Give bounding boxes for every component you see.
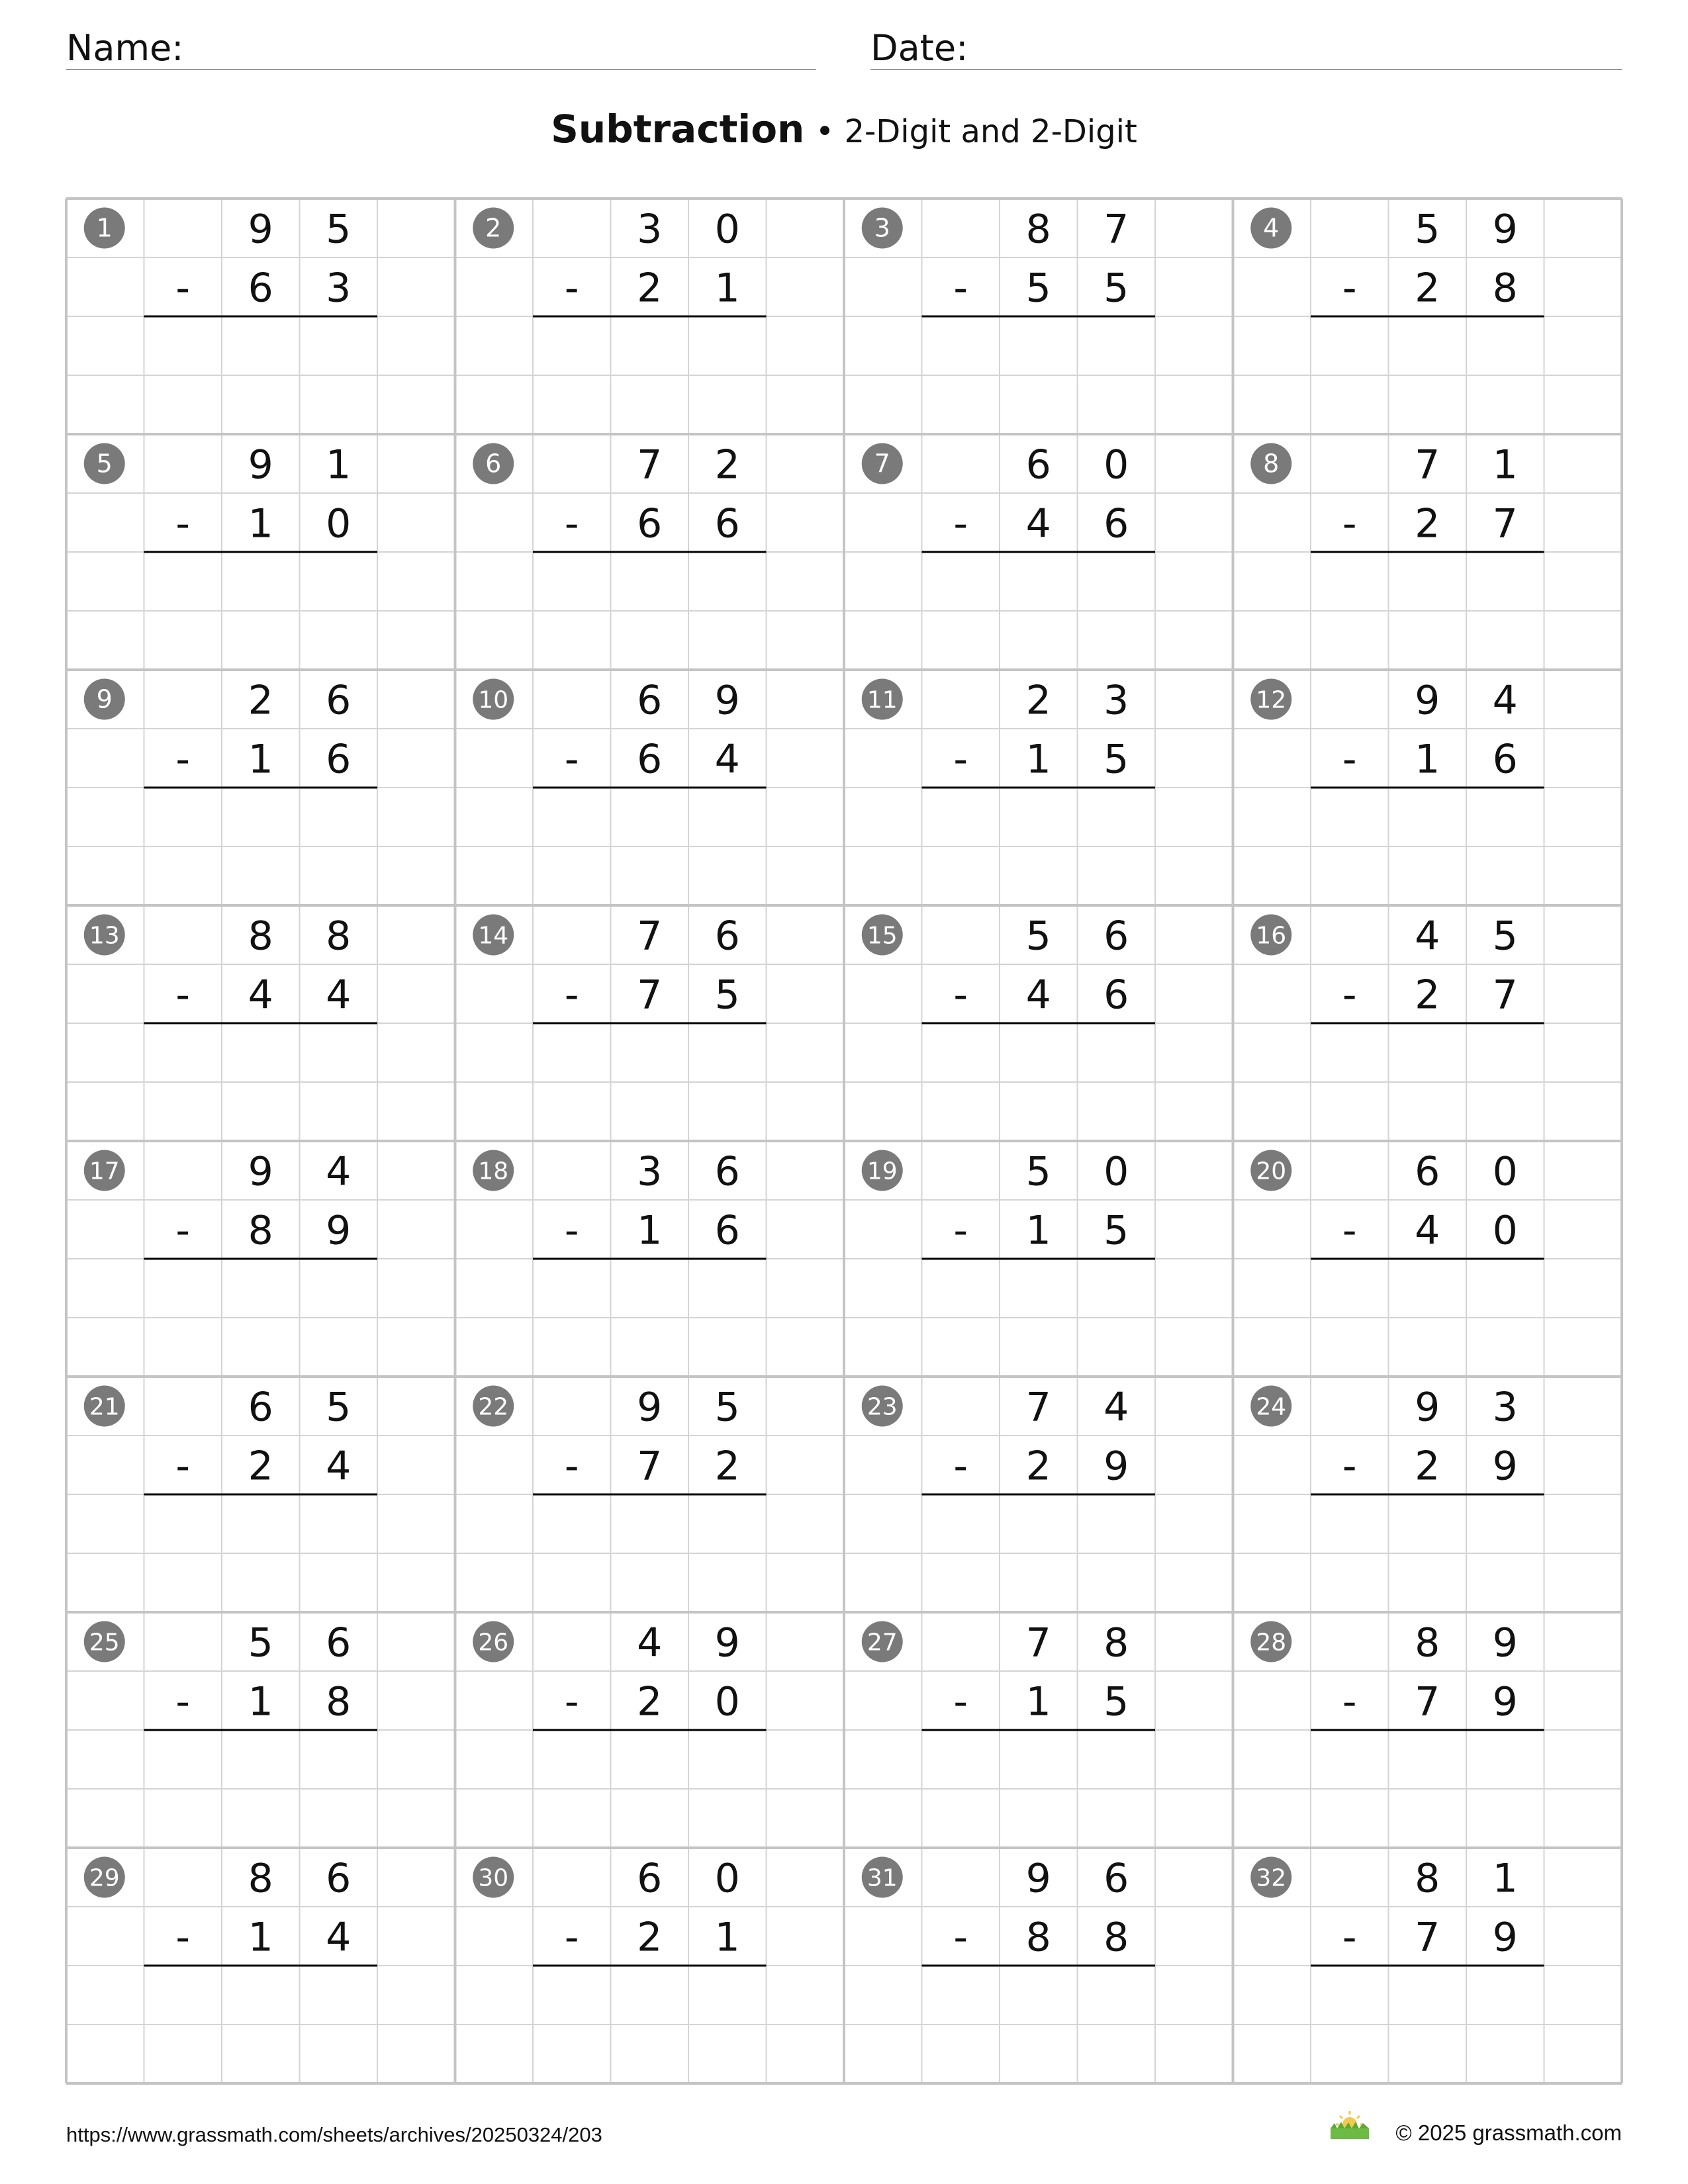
problem-number: 1 [96,213,113,243]
problem-number: 7 [874,449,890,478]
minuend-digit: 9 [1492,206,1518,253]
minus-sign: - [1342,265,1357,312]
minuend-digit: 4 [1103,1384,1129,1431]
name-label: Name: [66,27,184,69]
minuend-digit: 9 [1492,1619,1518,1666]
minuend-digit: 5 [1025,1148,1051,1195]
problem-number: 24 [1256,1393,1287,1421]
minus-sign: - [175,1207,191,1254]
minuend-digit: 6 [714,913,740,960]
subtrahend-digit: 9 [1103,1443,1129,1490]
minuend-digit: 5 [326,206,352,253]
problem-number: 2 [485,213,502,243]
subtrahend-digit: 4 [326,1443,352,1490]
minuend-digit: 3 [1492,1384,1518,1431]
subtrahend-digit: 1 [1415,736,1440,783]
minuend-digit: 8 [326,913,352,960]
subtrahend-digit: 1 [1025,1678,1051,1725]
subtrahend-digit: 4 [326,972,352,1019]
problem-number: 10 [478,686,509,714]
subtrahend-digit: 3 [326,265,352,312]
minus-sign: - [953,1207,968,1254]
subtrahend-digit: 9 [1492,1678,1518,1725]
subtrahend-digit: 7 [1415,1914,1440,1961]
subtrahend-digit: 4 [1025,500,1051,547]
minuend-digit: 8 [248,1855,273,1902]
minus-sign: - [1342,1207,1357,1254]
minuend-digit: 7 [1025,1619,1051,1666]
date-label: Date: [870,27,968,69]
minuend-digit: 3 [1103,677,1129,724]
minuend-digit: 6 [326,677,352,724]
minus-sign: - [1342,736,1357,783]
subtrahend-digit: 7 [1415,1678,1440,1725]
minuend-digit: 5 [1415,206,1440,253]
subtrahend-digit: 4 [248,972,273,1019]
subtrahend-digit: 4 [714,736,740,783]
minuend-digit: 5 [714,1384,740,1431]
subtrahend-digit: 7 [637,972,663,1019]
subtrahend-digit: 0 [326,500,352,547]
minus-sign: - [175,1678,191,1725]
minuend-digit: 8 [1415,1619,1440,1666]
subtrahend-digit: 8 [1103,1914,1129,1961]
minus-sign: - [953,1678,968,1725]
subtrahend-digit: 6 [326,736,352,783]
problem-number: 32 [1256,1864,1287,1892]
minuend-digit: 9 [714,1619,740,1666]
subtrahend-digit: 1 [248,1914,273,1961]
problem-number: 8 [1263,449,1280,478]
minuend-digit: 9 [248,206,273,253]
subtrahend-digit: 2 [1415,1443,1440,1490]
subtrahend-digit: 5 [1103,1678,1129,1725]
minuend-digit: 0 [1103,1148,1129,1195]
minuend-digit: 6 [1415,1148,1440,1195]
minuend-digit: 8 [1025,206,1051,253]
problem-number: 18 [478,1158,509,1185]
minuend-digit: 2 [248,677,273,724]
subtrahend-digit: 2 [1415,265,1440,312]
subtrahend-digit: 1 [714,265,740,312]
minuend-digit: 9 [248,441,273,488]
problem-number: 27 [867,1629,898,1657]
footer-url: https://www.grassmath.com/sheets/archives/20250324/203 [66,2123,602,2146]
subtrahend-digit: 2 [637,265,663,312]
subtrahend-digit: 5 [1103,1207,1129,1254]
minus-sign: - [175,736,191,783]
problem-number: 4 [1263,213,1280,243]
problem-number: 3 [874,213,890,243]
minus-sign: - [175,265,191,312]
problem-number: 29 [89,1864,120,1892]
minuend-digit: 6 [637,1855,663,1902]
subtrahend-digit: 9 [1492,1443,1518,1490]
subtrahend-digit: 9 [326,1207,352,1254]
subtrahend-digit: 6 [714,1207,740,1254]
minuend-digit: 5 [326,1384,352,1431]
subtrahend-digit: 5 [1025,265,1051,312]
minus-sign: - [175,972,191,1019]
subtrahend-digit: 7 [637,1443,663,1490]
problem-number: 22 [478,1393,509,1421]
minuend-digit: 3 [637,1148,663,1195]
problem-number: 17 [89,1158,120,1185]
minus-sign: - [564,1207,579,1254]
minuend-digit: 7 [1415,441,1440,488]
subtrahend-digit: 8 [326,1678,352,1725]
minuend-digit: 5 [1492,913,1518,960]
minuend-digit: 6 [326,1619,352,1666]
subtrahend-digit: 1 [637,1207,663,1254]
minus-sign: - [564,972,579,1019]
minus-sign: - [1342,1443,1357,1490]
subtrahend-digit: 2 [637,1914,663,1961]
subtrahend-digit: 2 [714,1443,740,1490]
problem-number: 16 [1256,922,1287,950]
minus-sign: - [953,265,968,312]
subtrahend-digit: 1 [714,1914,740,1961]
subtrahend-digit: 7 [1492,500,1518,547]
subtrahend-digit: 6 [637,736,663,783]
minus-sign: - [175,1914,191,1961]
subtrahend-digit: 4 [1415,1207,1440,1254]
problem-number: 14 [478,922,509,950]
minuend-digit: 6 [637,677,663,724]
minus-sign: - [1342,1678,1357,1725]
minuend-digit: 6 [248,1384,273,1431]
title-main: Subtraction [551,107,805,152]
minuend-digit: 9 [714,677,740,724]
minus-sign: - [953,736,968,783]
minuend-digit: 6 [326,1855,352,1902]
minuend-digit: 8 [1103,1619,1129,1666]
minus-sign: - [1342,500,1357,547]
minuend-digit: 9 [637,1384,663,1431]
minuend-digit: 9 [1025,1855,1051,1902]
subtrahend-digit: 0 [1492,1207,1518,1254]
minuend-digit: 9 [1415,677,1440,724]
minuend-digit: 1 [1492,441,1518,488]
minuend-digit: 4 [1415,913,1440,960]
subtrahend-digit: 1 [248,1678,273,1725]
minuend-digit: 0 [714,206,740,253]
subtrahend-digit: 6 [1492,736,1518,783]
problem-number: 9 [96,684,113,714]
title-subtitle: • 2-Digit and 2-Digit [815,113,1137,150]
problem-number: 25 [89,1629,120,1657]
problem-number: 11 [867,686,898,714]
minus-sign: - [175,500,191,547]
subtrahend-digit: 2 [248,1443,273,1490]
subtrahend-digit: 1 [1025,736,1051,783]
minuend-digit: 6 [1103,913,1129,960]
subtrahend-digit: 5 [714,972,740,1019]
minuend-digit: 4 [1492,677,1518,724]
subtrahend-digit: 8 [1492,265,1518,312]
minus-sign: - [953,500,968,547]
problem-number: 21 [89,1393,120,1421]
subtrahend-digit: 6 [1103,500,1129,547]
subtrahend-digit: 6 [637,500,663,547]
subtrahend-digit: 2 [1415,500,1440,547]
minus-sign: - [564,1678,579,1725]
minuend-digit: 2 [714,441,740,488]
minus-sign: - [564,1914,579,1961]
problem-number: 20 [1256,1158,1287,1185]
subtrahend-digit: 8 [1025,1914,1051,1961]
problem-number: 12 [1256,686,1287,714]
minuend-digit: 1 [326,441,352,488]
minuend-digit: 7 [1103,206,1129,253]
problem-number: 31 [867,1864,898,1892]
subtrahend-digit: 8 [248,1207,273,1254]
minuend-digit: 8 [1415,1855,1440,1902]
problem-number: 30 [478,1864,509,1892]
minuend-digit: 6 [1103,1855,1129,1902]
minuend-digit: 7 [637,441,663,488]
minuend-digit: 6 [1025,441,1051,488]
minus-sign: - [564,736,579,783]
minuend-digit: 2 [1025,677,1051,724]
minuend-digit: 4 [326,1148,352,1195]
subtrahend-digit: 2 [637,1678,663,1725]
subtrahend-digit: 5 [1103,736,1129,783]
minuend-digit: 9 [1415,1384,1440,1431]
subtrahend-digit: 2 [1415,972,1440,1019]
minus-sign: - [564,1443,579,1490]
grass-sun-logo-icon [1328,2109,1372,2142]
subtrahend-digit: 6 [714,500,740,547]
subtrahend-digit: 2 [1025,1443,1051,1490]
problem-number: 5 [96,449,113,478]
subtrahend-digit: 4 [326,1914,352,1961]
minus-sign: - [1342,1914,1357,1961]
subtrahend-digit: 9 [1492,1914,1518,1961]
subtrahend-digit: 1 [248,736,273,783]
minuend-digit: 4 [637,1619,663,1666]
minuend-digit: 9 [248,1148,273,1195]
problem-number: 15 [867,922,898,950]
minus-sign: - [564,265,579,312]
minus-sign: - [953,1914,968,1961]
minus-sign: - [564,500,579,547]
minuend-digit: 6 [714,1148,740,1195]
minus-sign: - [175,1443,191,1490]
minuend-digit: 7 [637,913,663,960]
subtrahend-digit: 1 [248,500,273,547]
minuend-digit: 0 [1103,441,1129,488]
minuend-digit: 5 [1025,913,1051,960]
subtrahend-digit: 5 [1103,265,1129,312]
subtrahend-digit: 0 [714,1678,740,1725]
minuend-digit: 0 [714,1855,740,1902]
minuend-digit: 7 [1025,1384,1051,1431]
problem-number: 26 [478,1629,509,1657]
subtrahend-digit: 4 [1025,972,1051,1019]
problem-number: 13 [89,922,120,950]
minuend-digit: 3 [637,206,663,253]
problem-number: 6 [485,449,502,478]
problem-number: 28 [1256,1629,1287,1657]
subtrahend-digit: 7 [1492,972,1518,1019]
minus-sign: - [1342,972,1357,1019]
minuend-digit: 0 [1492,1148,1518,1195]
problem-number: 23 [867,1393,898,1421]
subtrahend-digit: 6 [1103,972,1129,1019]
minus-sign: - [953,1443,968,1490]
minus-sign: - [953,972,968,1019]
problem-number: 19 [867,1158,898,1185]
minuend-digit: 8 [248,913,273,960]
minuend-digit: 5 [248,1619,273,1666]
subtrahend-digit: 1 [1025,1207,1051,1254]
footer-copyright: © 2025 grassmath.com [1395,2120,1622,2145]
minuend-digit: 1 [1492,1855,1518,1902]
subtrahend-digit: 6 [248,265,273,312]
